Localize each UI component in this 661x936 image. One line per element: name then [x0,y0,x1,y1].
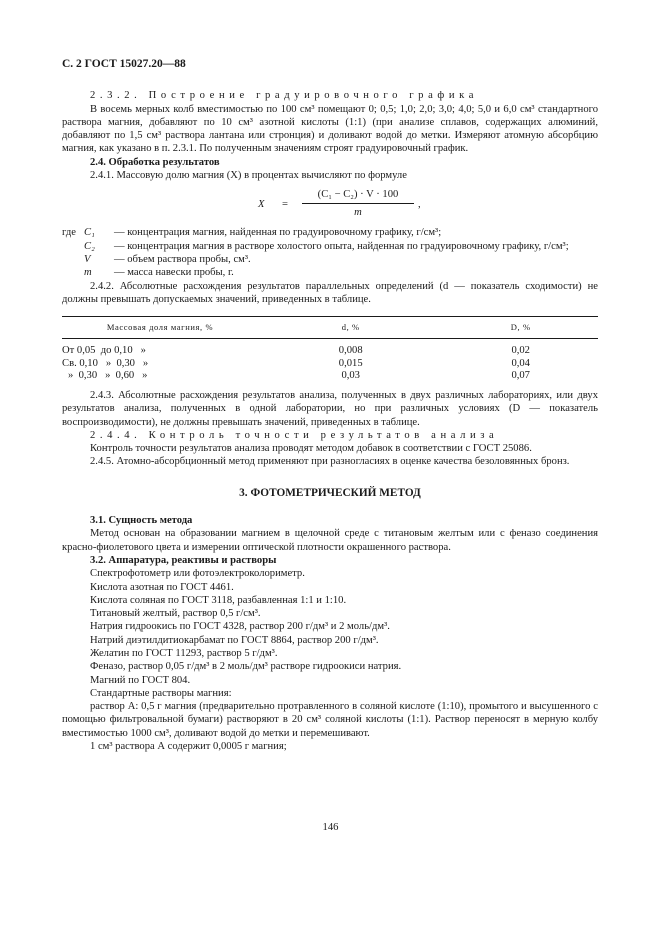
table-cell: 0,008 [338,345,363,357]
heading-3-1: 3.1. Сущность метода [90,515,193,527]
running-header: С. 2 ГОСТ 15027.20—88 [62,58,186,70]
mass-fraction-formula [62,182,598,226]
paragraph-2-3-2: В восемь мерных колб вместимостью по 100 см³ помещают 0; 0,5; 1,0; 2,0; 3,0; 4,0; 5,0 и 6,0 см³ стандартного раствора магния, добавляют по 10 см³ азотной кислоты (1:1) (при анализе сплавов, содержащих алюминий, добавляют по 1,5 см³ раствора лантана или стронция) и доливают водой до метки. Измеряют атомную абсорбцию магния, как указано в п. 2.3.1. По полученным значениям строят градуировочный график. [62,103,598,155]
definition-text: — концентрация магния, найденная по градуировочному графику, г/см³; [114,227,442,239]
list-item: Кислота соляная по ГОСТ 3118, разбавленная 1:1 и 1:10. [90,594,347,606]
table-cell: 0,02 [511,345,530,357]
paragraph-solution-a-content: 1 см³ раствора А содержит 0,0005 г магния; [90,741,287,753]
definition-text: — концентрация магния в растворе холостого опыта, найденная по градуировочному графику, г/см³; [114,240,569,252]
paragraph-2-4-2: 2.4.2. Абсолютные расхождения результатов параллельных определений (d — показатель сходимости) не должны превышать допускаемых значений, приведенных в таблице. [62,280,598,305]
where-label: где [62,227,76,239]
table-cell: » 0,30 » 0,60 » [68,370,148,382]
definition-c1 [62,226,598,239]
table-row [62,358,598,371]
section-3-title: 3. ФОТОМЕТРИЧЕСКИЙ МЕТОД [239,486,421,499]
formula-comma: , [418,199,421,211]
list-item: Титановый желтый, раствор 0,5 г/см³. [90,608,261,620]
paragraph-3-1: Метод основан на образовании магнием в щелочной среде с титановым желтым или с феназо соединения красно-фиолетового цвета и измерении оптической плотности окрашенного раствора. [62,528,598,553]
table-row [62,339,598,358]
formula-numerator: (C₁ − C₂) · V · 100 [302,188,414,203]
definition-m [62,266,598,279]
formula-denominator: m [354,207,362,219]
formula-lhs: X [258,199,265,211]
list-item: Желатин по ГОСТ 11293, раствор 5 г/дм³. [90,648,278,659]
table-cell: 0,07 [511,370,530,382]
page-number: 146 [322,822,339,833]
reagent-list [62,567,598,700]
col-header-D: D, % [443,317,598,339]
heading-3-2: 3.2. Аппаратура, реактивы и растворы [90,554,277,566]
heading-2-4-4: 2.4.4. Контроль точности результатов анализа [90,429,499,441]
col-header-mass-fraction: Массовая доля магния, % [62,317,258,339]
definition-symbol: C₂ [84,240,95,252]
tolerance-table [62,316,598,383]
document-page [62,58,598,753]
list-item: Кислота азотная по ГОСТ 4461. [90,581,234,593]
table-cell: Св. 0,10 » 0,30 » [62,357,149,369]
heading-2-4: 2.4. Обработка результатов [90,156,220,168]
list-item: Натрия гидроокись по ГОСТ 4328, раствор 200 г/дм³ и 2 моль/дм³. [90,621,390,633]
definition-c2 [62,240,598,253]
list-item: Натрий диэтилдитиокарбамат по ГОСТ 8864, раствор 200 г/дм³. [90,634,379,646]
definition-text: — объем раствора пробы, см³. [114,253,251,265]
col-header-d: d, % [258,317,443,339]
definition-symbol: m [84,267,92,279]
table-cell: От 0,05 до 0,10 » [62,345,146,357]
table-cell: 0,04 [511,357,530,369]
formula-equals: = [282,199,288,211]
definition-v [62,253,598,266]
definition-symbol: V [84,253,91,265]
table-cell: 0,015 [338,357,363,369]
table-cell: 0,03 [341,370,360,382]
paragraph-2-4-3: 2.4.3. Абсолютные расхождения результатов анализа, полученных в двух различных лабораториях, или двух результатов анализа, полученных в одной лаборатории, но при различных условиях (D — показатель воспроизводимости), не должны превышать значений, приведенных в таблице. [62,389,598,428]
definition-symbol: C₁ [84,227,95,239]
paragraph-solution-a: раствор А: 0,5 г магния (предварительно протравленного в соляной кислоте (1:10), промытого и высушенного с помощью фильтровальной бумаги) растворяют в 20 см³ соляной кислоты (1:1). Раствор переносят в мерную колбу вместимостью 1000 см³, доливают водой до метки и перемешивают. [62,701,598,739]
paragraph-2-4-1: 2.4.1. Массовую долю магния (X) в процентах вычисляют по формуле [90,170,407,182]
heading-2-3-2: 2.3.2. Построение градуировочного графика [90,90,479,102]
paragraph-2-4-4: Контроль точности результатов анализа проводят методом добавок в соответствии с ГОСТ 25086. [90,443,532,455]
list-item: Спектрофотометр или фотоэлектроколориметр. [90,568,305,580]
list-item: Стандартные растворы магния: [90,687,232,699]
paragraph-2-4-5: 2.4.5. Атомно-абсорбционный метод применяют при разногласиях в оценке качества безоловянных бронз. [90,456,570,468]
list-item: Феназо, раствор 0,05 г/дм³ в 2 моль/дм³ растворе гидроокиси натрия. [90,661,402,673]
list-item: Магний по ГОСТ 804. [90,674,191,686]
table-row [62,370,598,383]
definition-text: — масса навески пробы, г. [114,267,234,279]
